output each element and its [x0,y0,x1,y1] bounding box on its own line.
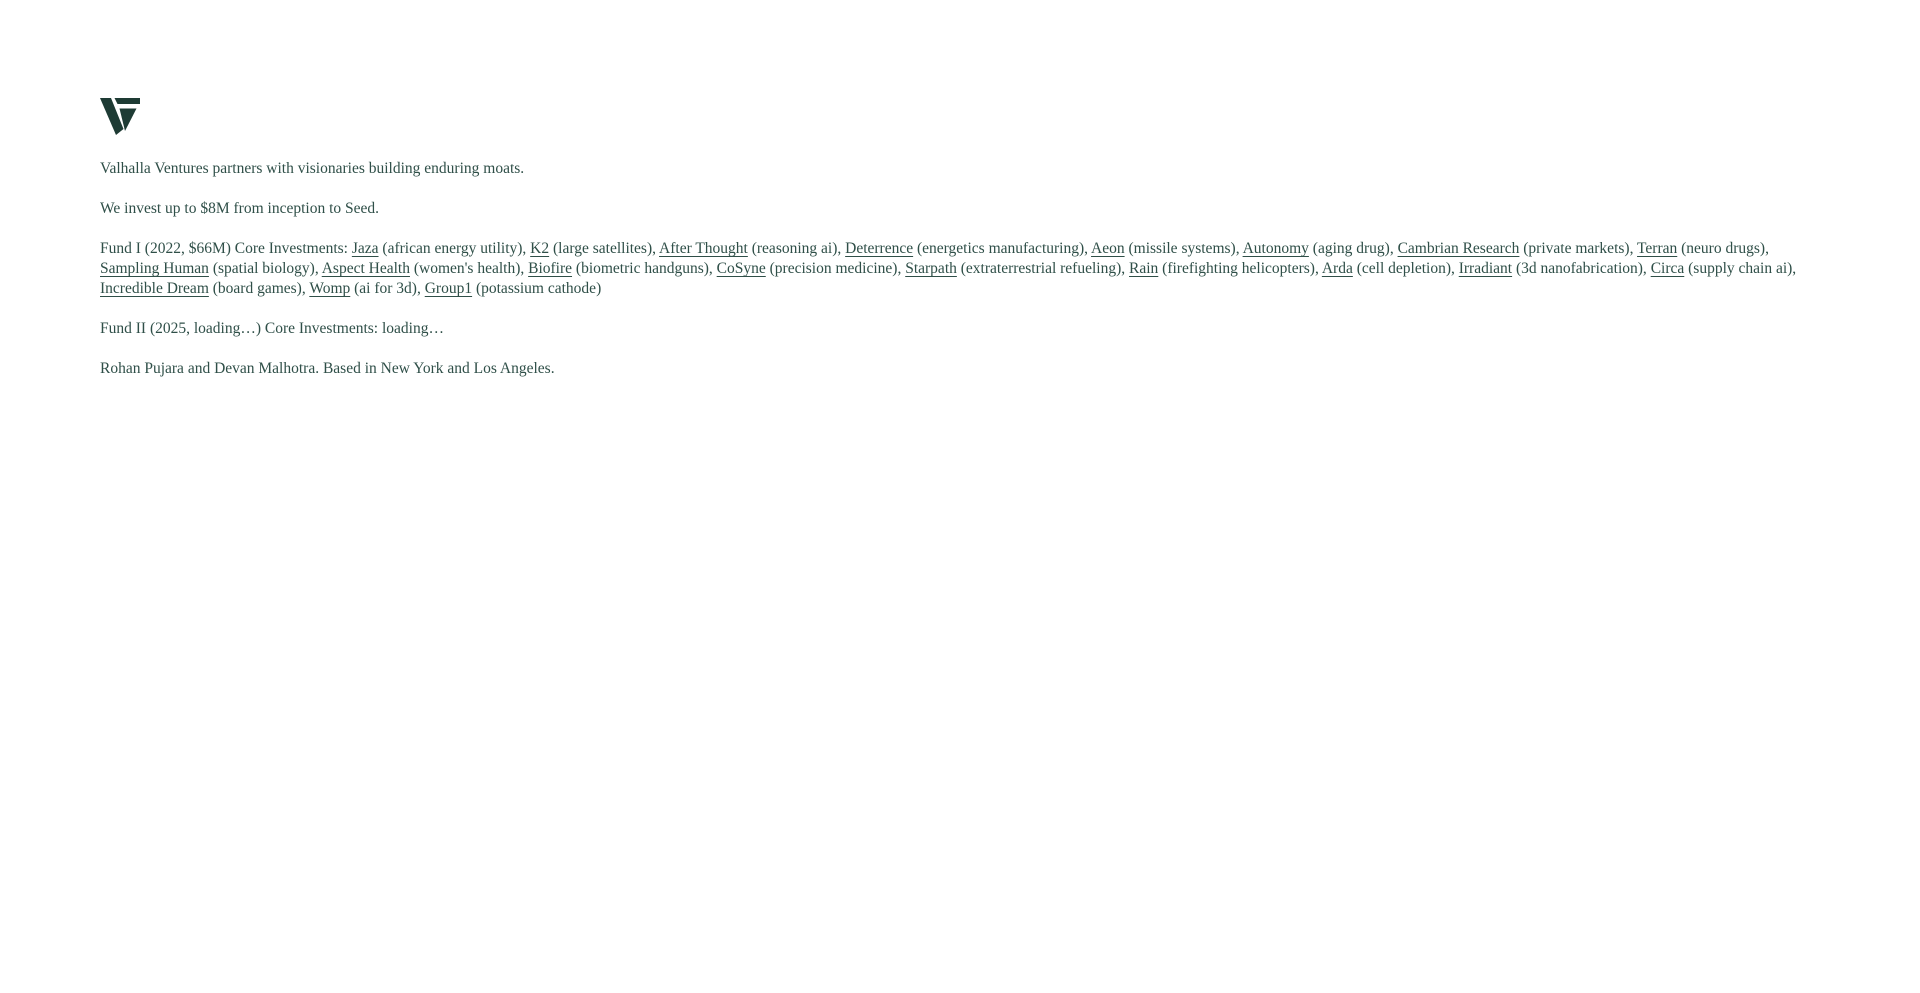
valhalla-v-icon [100,98,140,135]
company-link-deterrence[interactable]: Deterrence [845,240,914,257]
company-link-starpath[interactable]: Starpath [905,260,957,277]
company-link-after-thought[interactable]: After Thought [659,240,748,257]
thesis-text: We invest up to $8M from inception to Seed. [100,200,379,217]
intro-text: Valhalla Ventures partners with visionaries building enduring moats. [100,160,525,177]
company-description: (potassium cathode) [472,280,602,297]
page-content [0,0,1920,379]
company-link-jaza[interactable]: Jaza [351,240,379,257]
company-description: (reasoning ai), [747,240,846,257]
company-description: (women's health), [409,260,529,277]
company-description: (ai for 3d), [350,280,425,297]
company-description: (large satellites), [549,240,660,257]
company-link-aspect-health[interactable]: Aspect Health [321,260,410,277]
company-link-terran[interactable]: Terran [1637,240,1678,257]
fund2-text: Fund II (2025, loading…) Core Investments: loading… [100,320,444,337]
company-description: (african energy utility), [378,240,531,257]
company-description: (extraterrestrial refueling), [956,260,1130,277]
company-description: (private markets), [1519,240,1638,257]
company-link-group1[interactable]: Group1 [424,280,473,297]
company-description: (biometric handguns), [572,260,717,277]
company-description: (cell depletion), [1352,260,1459,277]
company-description: (missile systems), [1124,240,1243,257]
company-description: (board games), [208,280,310,297]
team-text: Rohan Pujara and Devan Malhotra. Based in New York and Los Angeles. [100,360,555,377]
fund1-paragraph [100,239,1820,299]
company-description: (neuro drugs), [1677,240,1769,257]
company-description: (spatial biology), [208,260,322,277]
company-description: (3d nanofabrication), [1512,260,1651,277]
fund1-prefix: Fund I (2022, $66M) Core Investments: [100,240,352,257]
company-link-aeon[interactable]: Aeon [1091,240,1125,257]
company-link-circa[interactable]: Circa [1650,260,1685,277]
company-description: (firefighting helicopters), [1158,260,1322,277]
company-link-rain[interactable]: Rain [1129,260,1159,277]
company-link-incredible-dream[interactable]: Incredible Dream [100,280,209,297]
company-description: (aging drug), [1308,240,1398,257]
company-link-k2[interactable]: K2 [530,240,550,257]
valhalla-ventures-logo [100,98,1820,135]
company-description: (energetics manufacturing), [913,240,1092,257]
company-link-irradiant[interactable]: Irradiant [1458,260,1513,277]
company-link-cosyne[interactable]: CoSyne [716,260,766,277]
logo-top-bar [115,98,141,104]
company-link-cambrian-research[interactable]: Cambrian Research [1397,240,1520,257]
company-link-autonomy[interactable]: Autonomy [1242,240,1309,257]
company-description: (precision medicine), [765,260,906,277]
company-link-arda[interactable]: Arda [1321,260,1353,277]
company-description: (supply chain ai), [1684,260,1797,277]
company-link-biofire[interactable]: Biofire [528,260,573,277]
fund1-companies [100,240,1796,297]
company-link-sampling-human[interactable]: Sampling Human [100,260,209,277]
company-link-womp[interactable]: Womp [309,280,351,297]
